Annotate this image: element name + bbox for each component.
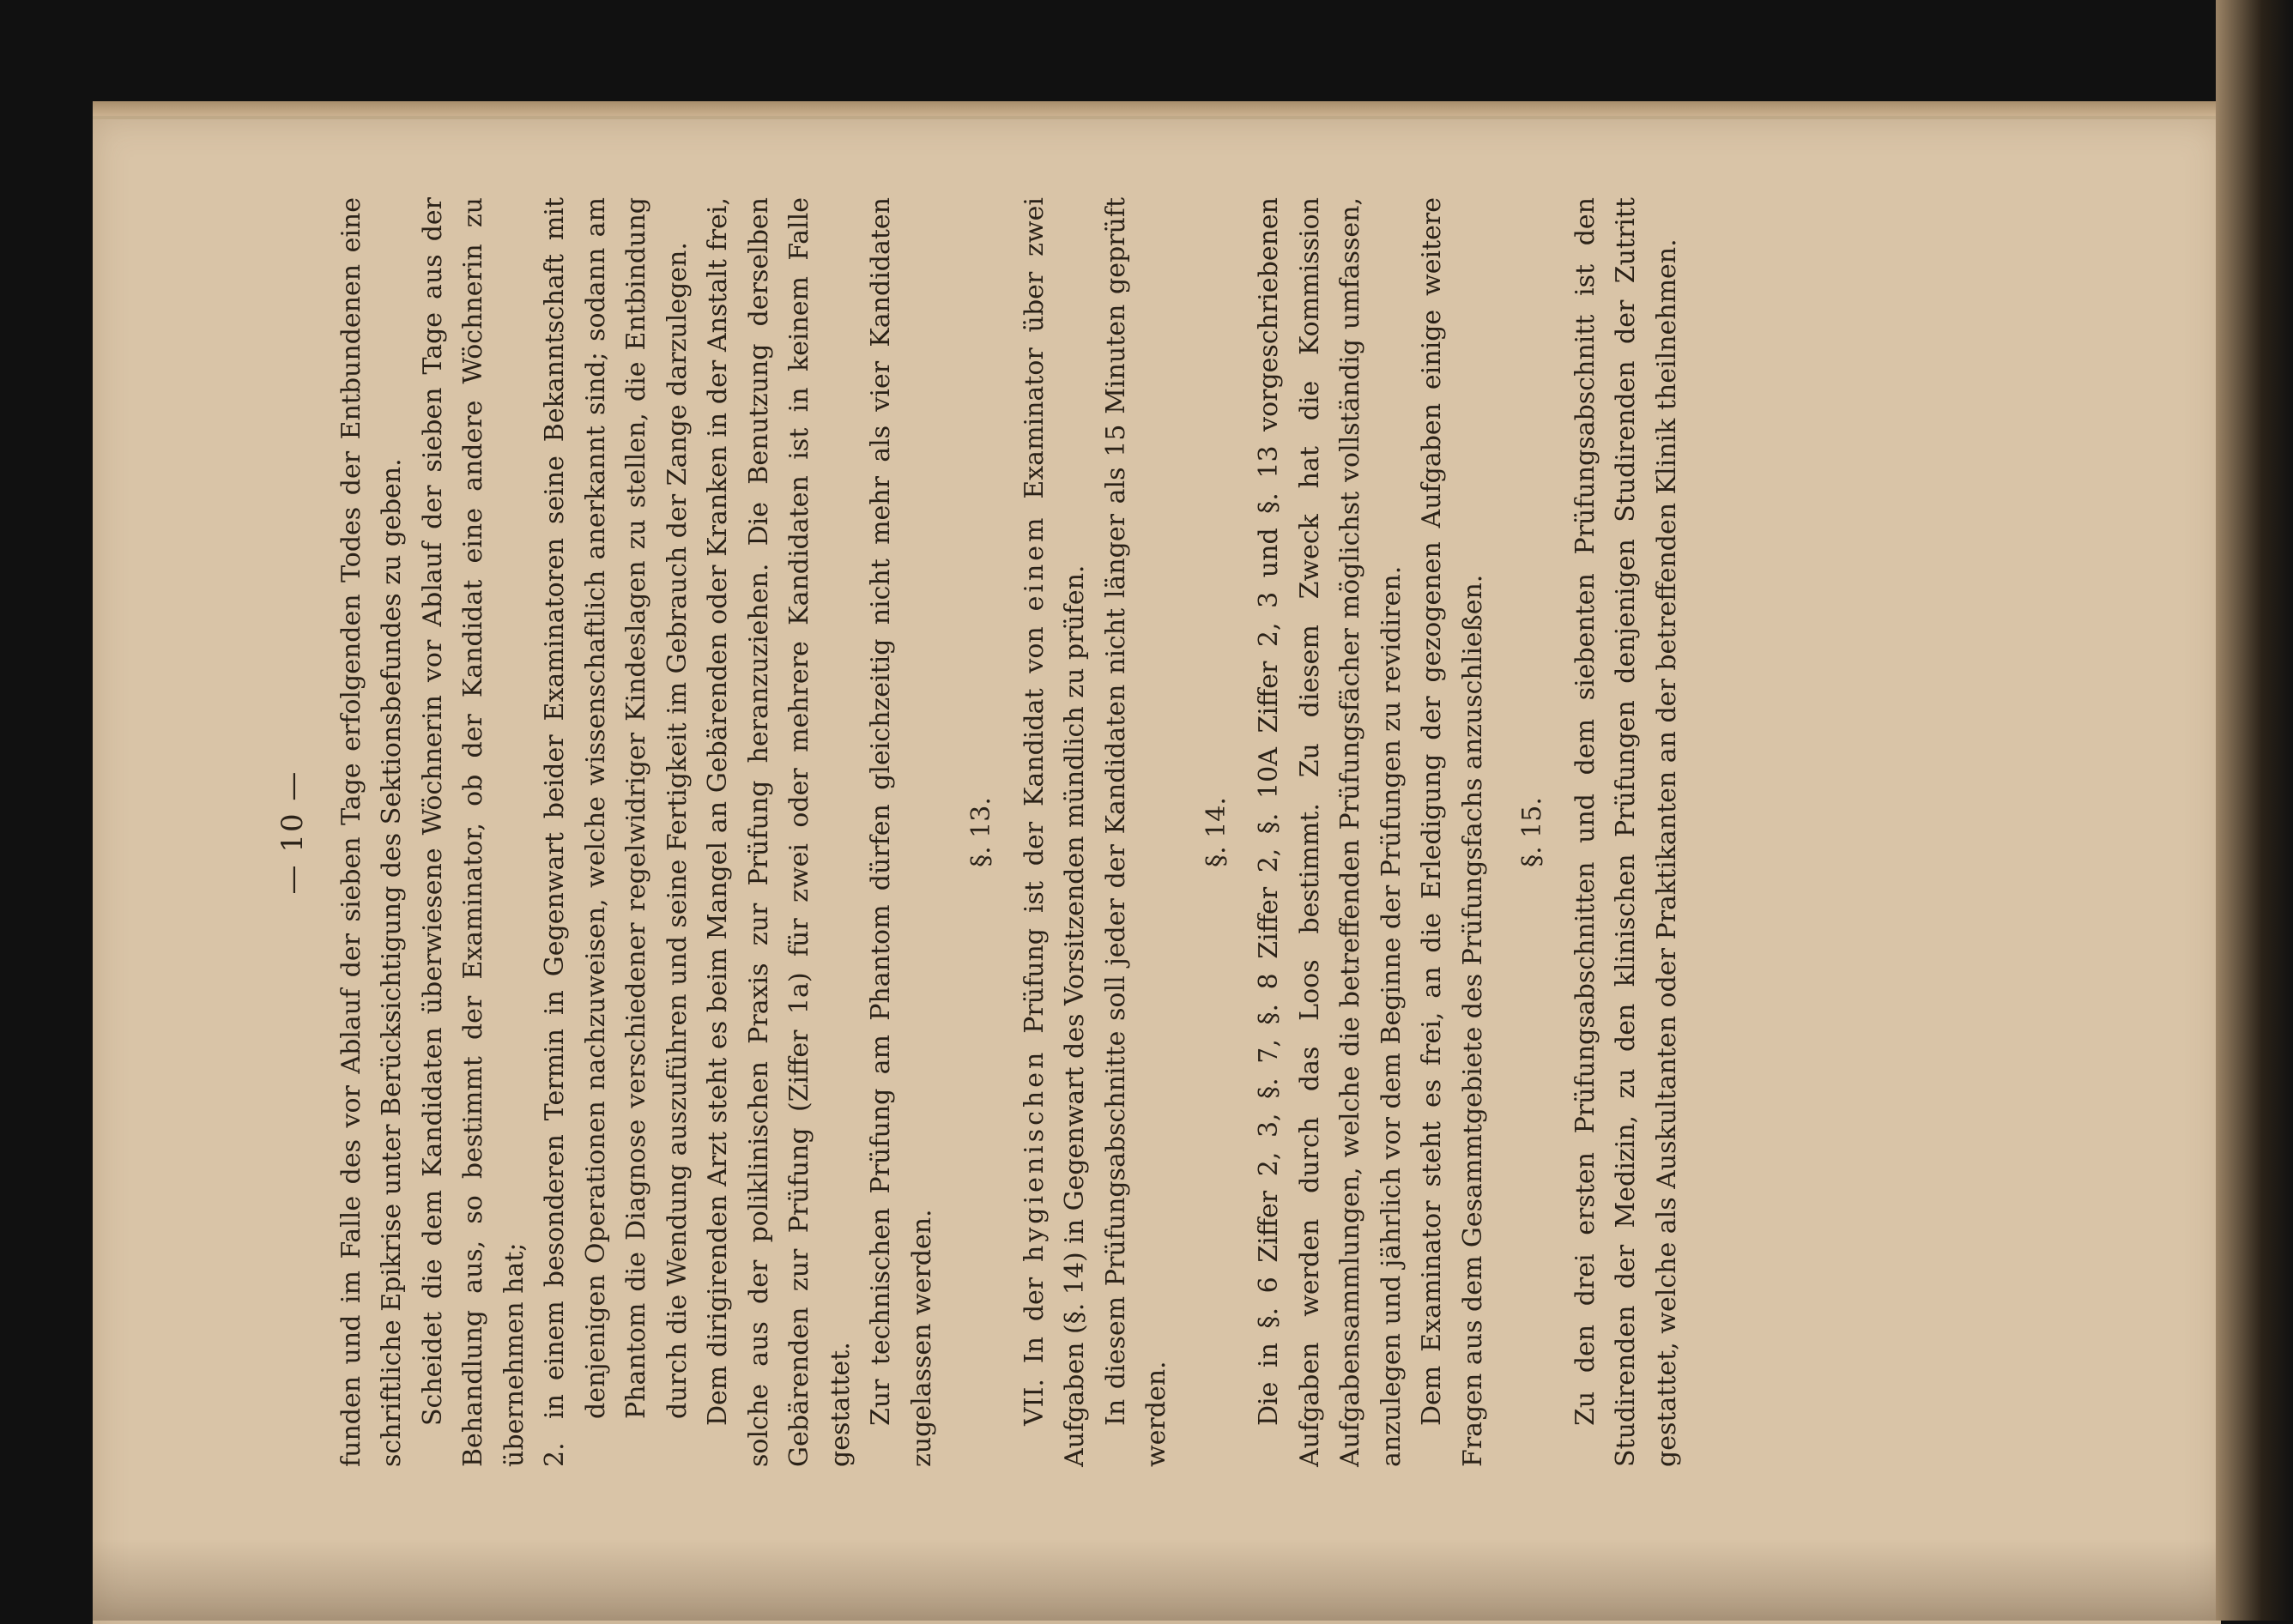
page-bottom-shadow [93,1539,2221,1621]
text-run: Examinator über zwei Aufgaben (§. 14) in Gegenwart des Vorsitzenden mündlich zu prüfen. [1019,197,1090,1467]
section-13-paragraph-2: In diesem Prüfungsabschnitte soll jeder der Kandidaten nicht länger als 15 Minuten geprüft werden. [1100,197,1171,1467]
text-run: In der [1019,1277,1050,1364]
page-number-header: — 10 — [275,770,310,895]
page-top-edge [93,101,2221,117]
paragraph-dirigirender-arzt: Dem dirigirenden Arzt steht es beim Mangel an Gebärenden oder Kranken in der Anstalt frei, solche aus der poliklinischen Praxis zur Prüfung heranzuziehen. Die Benutzung derselben Gebärenden zur Prüfung (Ziffer 1a) für zwei oder mehrere Kandidaten ist in keinem Falle gestattet. [703,197,856,1467]
section-13-heading: §. 13. [966,797,996,867]
book-gutter [2216,0,2293,1621]
section-15-paragraph-1: Zu den drei ersten Prüfungsabschnitten und dem siebenten Prüfungsabschnitt ist den Studirenden der Medizin, zu den klinischen Prüfungen denjenigen Studirenden der Zutritt gestattet, welche als Auskultanten oder Praktikanten an der betreffenden Klinik theilnehmen. [1570,197,1682,1467]
emphasis-hygienischen: hygienischen [1019,1048,1050,1262]
list-item-text: in einem besonderen Termin in Gegenwart beider Examinatoren seine Bekanntschaft mit denjenigen Operationen nachzuweisen, welche wissenschaftlich anerkannt sind; sodann am Phantom die Diagnose verschiedener regelwidriger Kindeslagen zu stellen, die Entbindung durch die Wendung auszuführen und seine Fertigkeit im Gebrauch der Zange darzulegen. [540,197,693,1419]
emphasis-einem: einem [1019,514,1050,612]
paragraph-wochnerin: Scheidet die dem Kandidaten überwiesene Wöchnerin vor Ablauf der sieben Tage aus der Behandlung aus, so bestimmt der Examinator, ob der Kandidat eine andere Wöchnerin zu übernehmen hat; [417,197,529,1467]
list-item-number: 2. [540,1442,570,1467]
list-item-2 [535,197,698,1467]
section-15-heading: §. 15. [1517,797,1547,867]
paragraph-continuation: funden und im Falle des vor Ablauf der sieben Tage erfolgenden Todes der Entbundenen eine schriftliche Epikrise unter Berücksichtigung des Sektionsbefundes zu geben. [336,197,407,1467]
section-14-paragraph-1: Die in §. 6 Ziffer 2, 3, §. 7, §. 8 Ziffer 2, §. 10A Ziffer 2, 3 und §. 13 vorgeschriebenen Aufgaben werden durch das Loos bestimmt. Zu diesem Zweck hat die Kommission Aufgabensammlungen, welche die betreffenden Prüfungsfächer möglichst vollständig umfassen, anzulegen und jährlich vor dem Beginne der Prüfungen zu revidiren. [1254,197,1407,1467]
section-14-heading: §. 14. [1201,797,1231,867]
section-13-paragraph-1 [1014,197,1096,1467]
paragraph-phantom: Zur technischen Prüfung am Phantom dürfen gleichzeitig nicht mehr als vier Kandidaten zugelassen werden. [866,197,937,1467]
roman-numeral: VII. [1019,1379,1050,1426]
page-text-rotated [273,197,2006,1467]
section-14-paragraph-2: Dem Examinator steht es frei, an die Erledigung der gezogenen Aufgaben einige weitere Fragen aus dem Gesammtgebiete des Prüfungsfachs anzuschließen. [1417,197,1488,1467]
text-run: Prüfung ist der Kandidat von [1019,626,1050,1034]
